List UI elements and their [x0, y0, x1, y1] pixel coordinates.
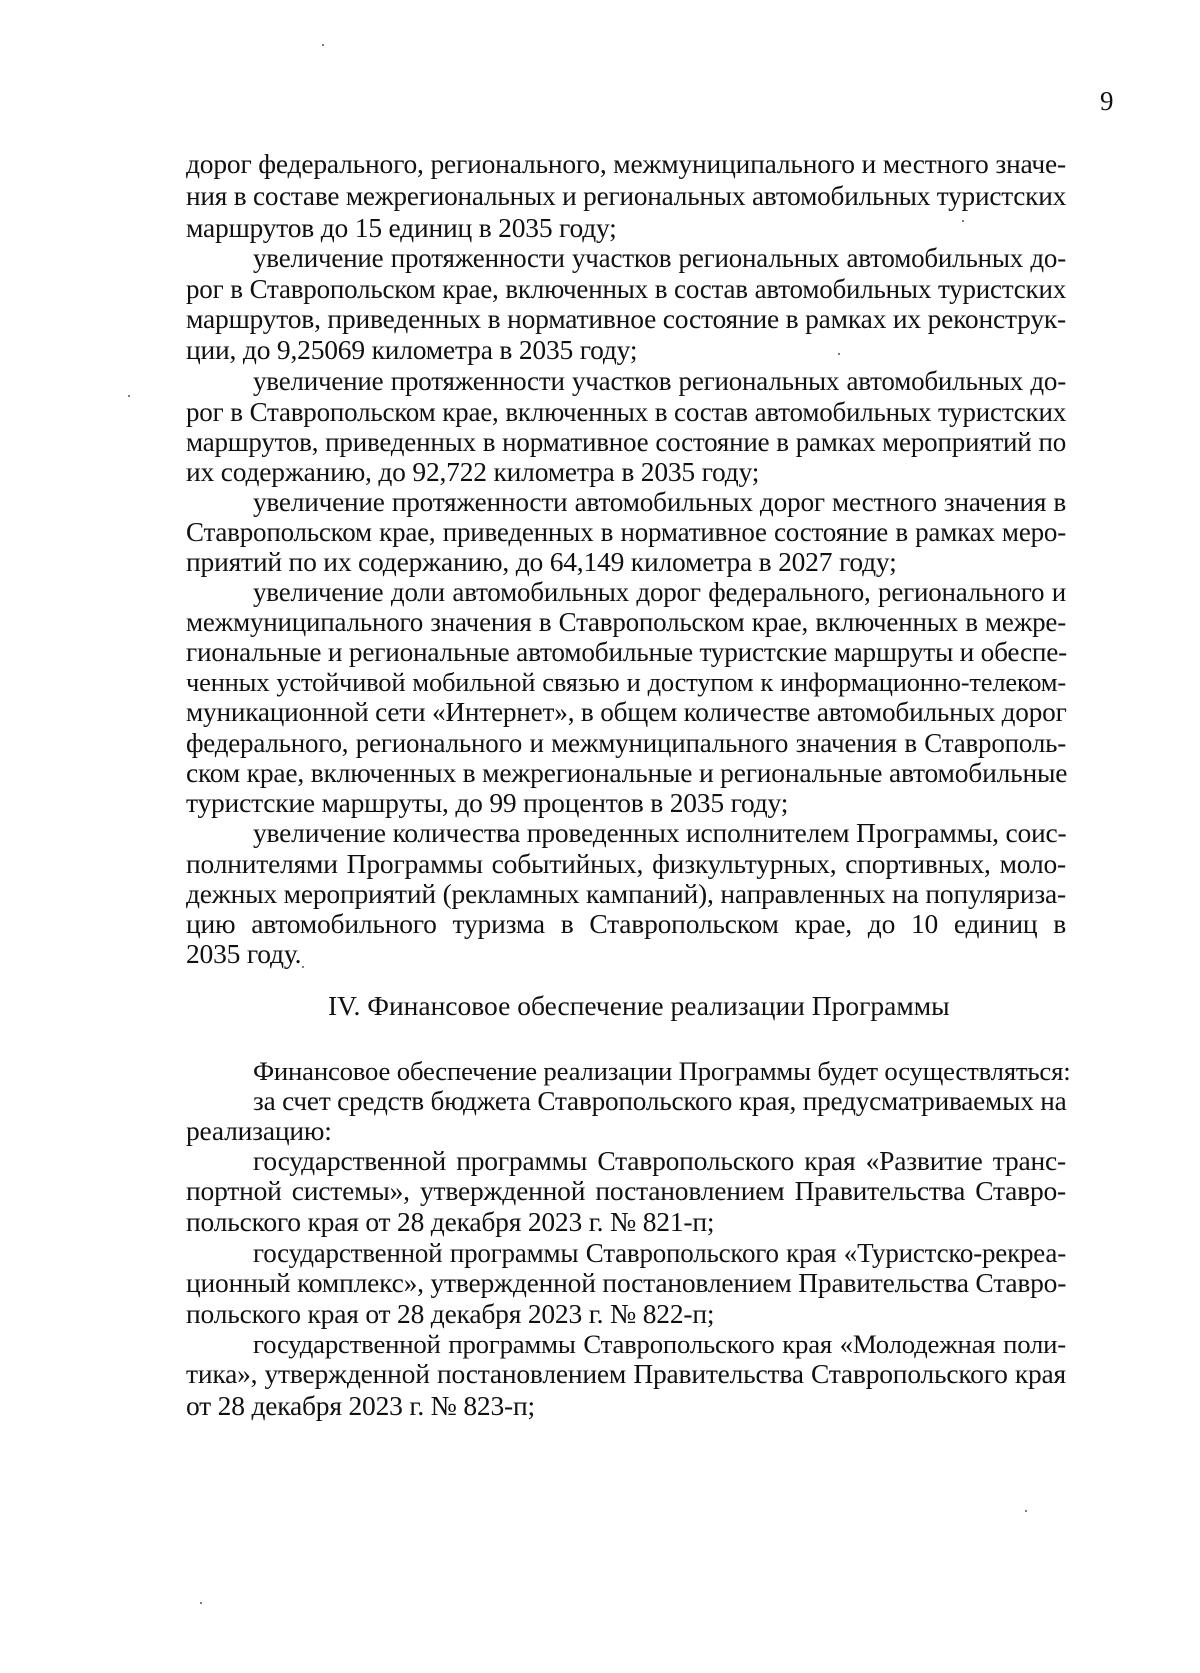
- text-line: федерального, регионального и межмуниципального значения в Ставрополь-: [186, 728, 1066, 758]
- text-line: дежных мероприятий (рекламных кампаний), направленных на популяриза-: [186, 878, 1066, 909]
- text-line: дорог федерального, регионального, межмуниципального и местного значе-: [186, 148, 1066, 179]
- text-line: маршрутов, приведенных в нормативное состояние в рамках мероприятий по: [186, 427, 1066, 457]
- text-line: ченных устойчивой мобильной связью и доступом к информационно-телеком-: [186, 667, 1066, 697]
- text-line: рог в Ставропольском крае, включенных в состав автомобильных туристских: [186, 274, 1066, 304]
- text-line: Финансовое обеспечение реализации Программы будет осуществляться:: [253, 1056, 1071, 1086]
- text-line: муникационной сети «Интернет», в общем количестве автомобильных дорог: [186, 697, 1067, 727]
- text-line: туристские маршруты, до 99 процентов в 2035 году;: [186, 787, 789, 818]
- text-line: увеличение протяженности автомобильных дорог местного значения в: [253, 487, 1066, 517]
- text-line: портной системы», утвержденной постановлением Правительства Ставро-: [186, 1175, 1066, 1206]
- text-line: увеличение протяженности участков региональных автомобильных до-: [253, 243, 1066, 273]
- text-line: реализацию:: [186, 1115, 332, 1146]
- text-line: увеличение количества проведенных исполнителем Программы, соис-: [253, 817, 1067, 848]
- text-line: полнителями Программы событийных, физкультурных, спортивных, моло-: [186, 848, 1066, 879]
- text-line: межмуниципального значения в Ставропольском крае, включенных в межре-: [186, 607, 1066, 637]
- text-line: государственной программы Ставропольского края «Развитие транс-: [253, 1145, 1066, 1176]
- text-line: ском крае, включенных в межрегиональные и региональные автомобильные: [186, 757, 1068, 788]
- text-line: маршрутов до 15 единиц в 2035 году;: [186, 212, 617, 243]
- scan-speck: [838, 353, 840, 355]
- text-line: польского края от 28 декабря 2023 г. № 821-п;: [186, 1206, 715, 1237]
- text-line: их содержанию, до 92,722 километра в 2035 году;: [186, 456, 760, 487]
- text-line: увеличение доли автомобильных дорог федерального, регионального и: [253, 577, 1066, 607]
- text-line: цию автомобильного туризма в Ставропольском крае, до 10 единиц в: [186, 908, 1066, 939]
- text-line: ционный комплекс», утвержденной постановлением Правительства Ставро-: [186, 1267, 1067, 1298]
- scan-speck: [322, 44, 324, 46]
- text-line: увеличение протяженности участков региональных автомобильных до-: [253, 366, 1066, 396]
- text-line: польского края от 28 декабря 2023 г. № 822-п;: [186, 1298, 715, 1329]
- text-line: 2035 году.: [186, 938, 302, 969]
- text-line: гиональные и региональные автомобильные туристские маршруты и обеспе-: [186, 637, 1068, 667]
- scan-speck: [302, 966, 304, 968]
- text-line: Ставропольском крае, приведенных в нормативное состояние в рамках меро-: [186, 517, 1066, 547]
- text-line: государственной программы Ставропольского края «Туристско-рекреа-: [253, 1238, 1066, 1268]
- page-number: 9: [1100, 86, 1114, 116]
- text-line: государственной программы Ставропольского края «Молодежная поли-: [253, 1329, 1066, 1359]
- scan-speck: [962, 220, 964, 222]
- text-line: от 28 декабря 2023 г. № 823-п;: [186, 1390, 535, 1421]
- scan-speck: [128, 395, 130, 397]
- text-line: ции, до 9,25069 километра в 2035 году;: [186, 334, 638, 365]
- scan-speck: [200, 1602, 202, 1604]
- text-line: рог в Ставропольском крае, включенных в состав автомобильных туристских: [186, 397, 1066, 427]
- scan-speck: [1025, 1510, 1027, 1512]
- section-heading: IV. Финансовое обеспечение реализации Программы: [328, 990, 950, 1021]
- text-line: за счет средств бюджета Ставропольского края, предусматриваемых на: [253, 1086, 1067, 1116]
- text-line: тика», утвержденной постановлением Правительства Ставропольского края: [186, 1358, 1066, 1389]
- text-line: ния в составе межрегиональных и региональных автомобильных туристских: [186, 181, 1067, 211]
- text-line: приятий по их содержанию, до 64,149 километра в 2027 году;: [186, 546, 897, 577]
- text-line: маршрутов, приведенных в нормативное состояние в рамках их реконструк-: [186, 303, 1067, 334]
